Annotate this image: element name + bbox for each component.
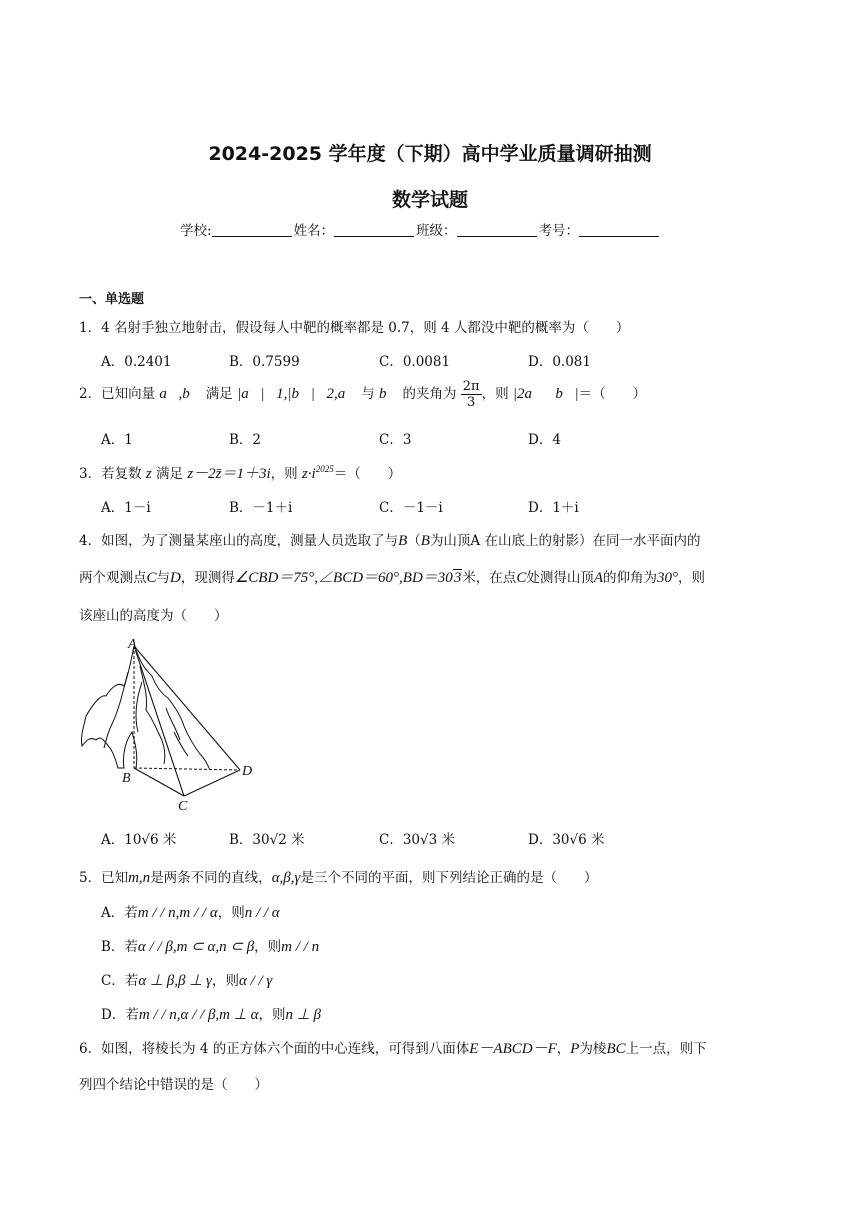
label-c: C (178, 799, 188, 812)
question-3: 3．若复数 z 满足 z－2z̄＝1＋3i，则 $z\cdot i^{2025}=$（ ） (79, 464, 402, 482)
edge-a-d (134, 646, 240, 770)
mountain-outline (81, 646, 136, 768)
q5-option-c: C．若α ⊥ β,β ⊥ γ，则α / / γ (101, 973, 273, 989)
school-label: 学校: (180, 223, 212, 239)
q1-option-b: B．0.7599 (229, 354, 300, 370)
question-4-line-2: 两个观测点C与D，现测得∠CBD＝75°,∠BCD＝60°,BD＝303米，在点C处测得山顶A的仰角为30°，则 (79, 570, 705, 586)
mountain-ridge-left (104, 672, 128, 748)
q1-option-c: C．0.0081 (379, 354, 451, 370)
magnitude-condition-math: |a⃗|＝1,|b⃗|＝2,a⃗ (237, 386, 357, 402)
mountain-shading (166, 708, 188, 756)
question-4-line-1: 4．如图，为了测量某座山的高度，测量人员选取了与B（B为山顶A 在山底上的射影）在同一水平面内的 (79, 533, 701, 549)
q4-option-c: C．30√3 米 (379, 832, 455, 848)
q4-option-a: A．10√6 米 (101, 832, 177, 848)
question-5: 5．已知m,n是两条不同的直线，α,β,γ是三个不同的平面，则下列结论正确的是（ ） (79, 870, 598, 886)
q2-option-a: A．1 (101, 432, 133, 448)
q2-option-c: C．3 (379, 432, 412, 448)
section-heading: 一、单选题 (79, 292, 145, 307)
label-b: B (122, 771, 131, 786)
q4-option-d: D．30√6 米 (528, 832, 605, 848)
page-subtitle: 数学试题 (391, 189, 468, 211)
mountain-figure (76, 636, 266, 812)
question-2: 2．已知向量 a⃗,b⃗ 满足 |a⃗|＝1,|b⃗|＝2,a⃗ 与 b⃗ 的夹角为 $\frac{2\pi}{3}$ ，则 |2a⃗＋b⃗|＝（ ） (79, 379, 647, 410)
power-expression-math: $z\cdot i^{2025}$ (301, 464, 334, 482)
question-4-line-3: 该座山的高度为（ ） (79, 608, 228, 624)
student-info-line (180, 219, 661, 239)
edge-c-d (184, 770, 240, 796)
mountain-ridge-inner (140, 666, 165, 764)
name-blank (334, 222, 414, 237)
mountain-ridge-mid (136, 682, 142, 732)
q1-option-d: D．0.081 (528, 354, 591, 370)
question-6-line-1: 6．如图，将棱长为 4 的正方体六个面的中心连线，可得到八面体E－ABCD－F，P为棱BC上一点，则下 (79, 1041, 707, 1057)
vector-a-b-math: a⃗,b⃗ (159, 386, 202, 402)
q3-option-b: B．－1＋i (229, 500, 293, 516)
q3-option-c: C．－1－i (379, 500, 443, 516)
label-d: D (242, 764, 253, 779)
edge-a-c (134, 646, 184, 796)
school-blank (212, 222, 292, 237)
class-blank (457, 222, 537, 237)
edge-b-d (134, 768, 240, 770)
complex-condition-math: z－2z̄＝1＋3i (187, 466, 271, 482)
q4-option-b: B．30√2 米 (229, 832, 305, 848)
result-magnitude-math: |2a⃗＋b⃗| (512, 386, 579, 402)
q5-option-a: A．若m / / n,m / / α，则n / / α (101, 905, 280, 921)
q3-option-d: D．1＋i (528, 500, 579, 516)
fraction-2pi-3: $\frac{2\pi}{3}$ (462, 379, 480, 410)
class-label: 班级： (416, 223, 457, 239)
q3-option-a: A．1－i (101, 500, 151, 516)
page-title: 2024-2025 学年度（下期）高中学业质量调研抽测 (208, 143, 652, 165)
q1-option-a: A．0.2401 (101, 354, 172, 370)
q5-option-d: D．若m / / n,α / / β,m ⊥ α，则n ⊥ β (101, 1007, 321, 1023)
q2-option-d: D．4 (528, 432, 561, 448)
q2-option-b: B．2 (229, 432, 262, 448)
angle-measurements-math: ∠CBD＝75°,∠BCD＝60°,BD＝303 (234, 570, 462, 586)
q5-option-b: B．若α / / β,m ⊂ α,n ⊂ β，则m / / n (101, 939, 320, 955)
label-a: A (128, 637, 137, 652)
exam-no-blank (579, 222, 659, 237)
exam-no-label: 考号： (538, 223, 580, 239)
mountain-ridge-right (136, 650, 210, 770)
question-1: 1．4 名射手独立地射击，假设每人中靶的概率都是 0.7，则 4 人都没中靶的概率为（ ） (79, 320, 630, 336)
name-label: 姓名： (293, 223, 335, 239)
question-6-line-2: 列四个结论中错误的是（ ） (79, 1077, 268, 1093)
